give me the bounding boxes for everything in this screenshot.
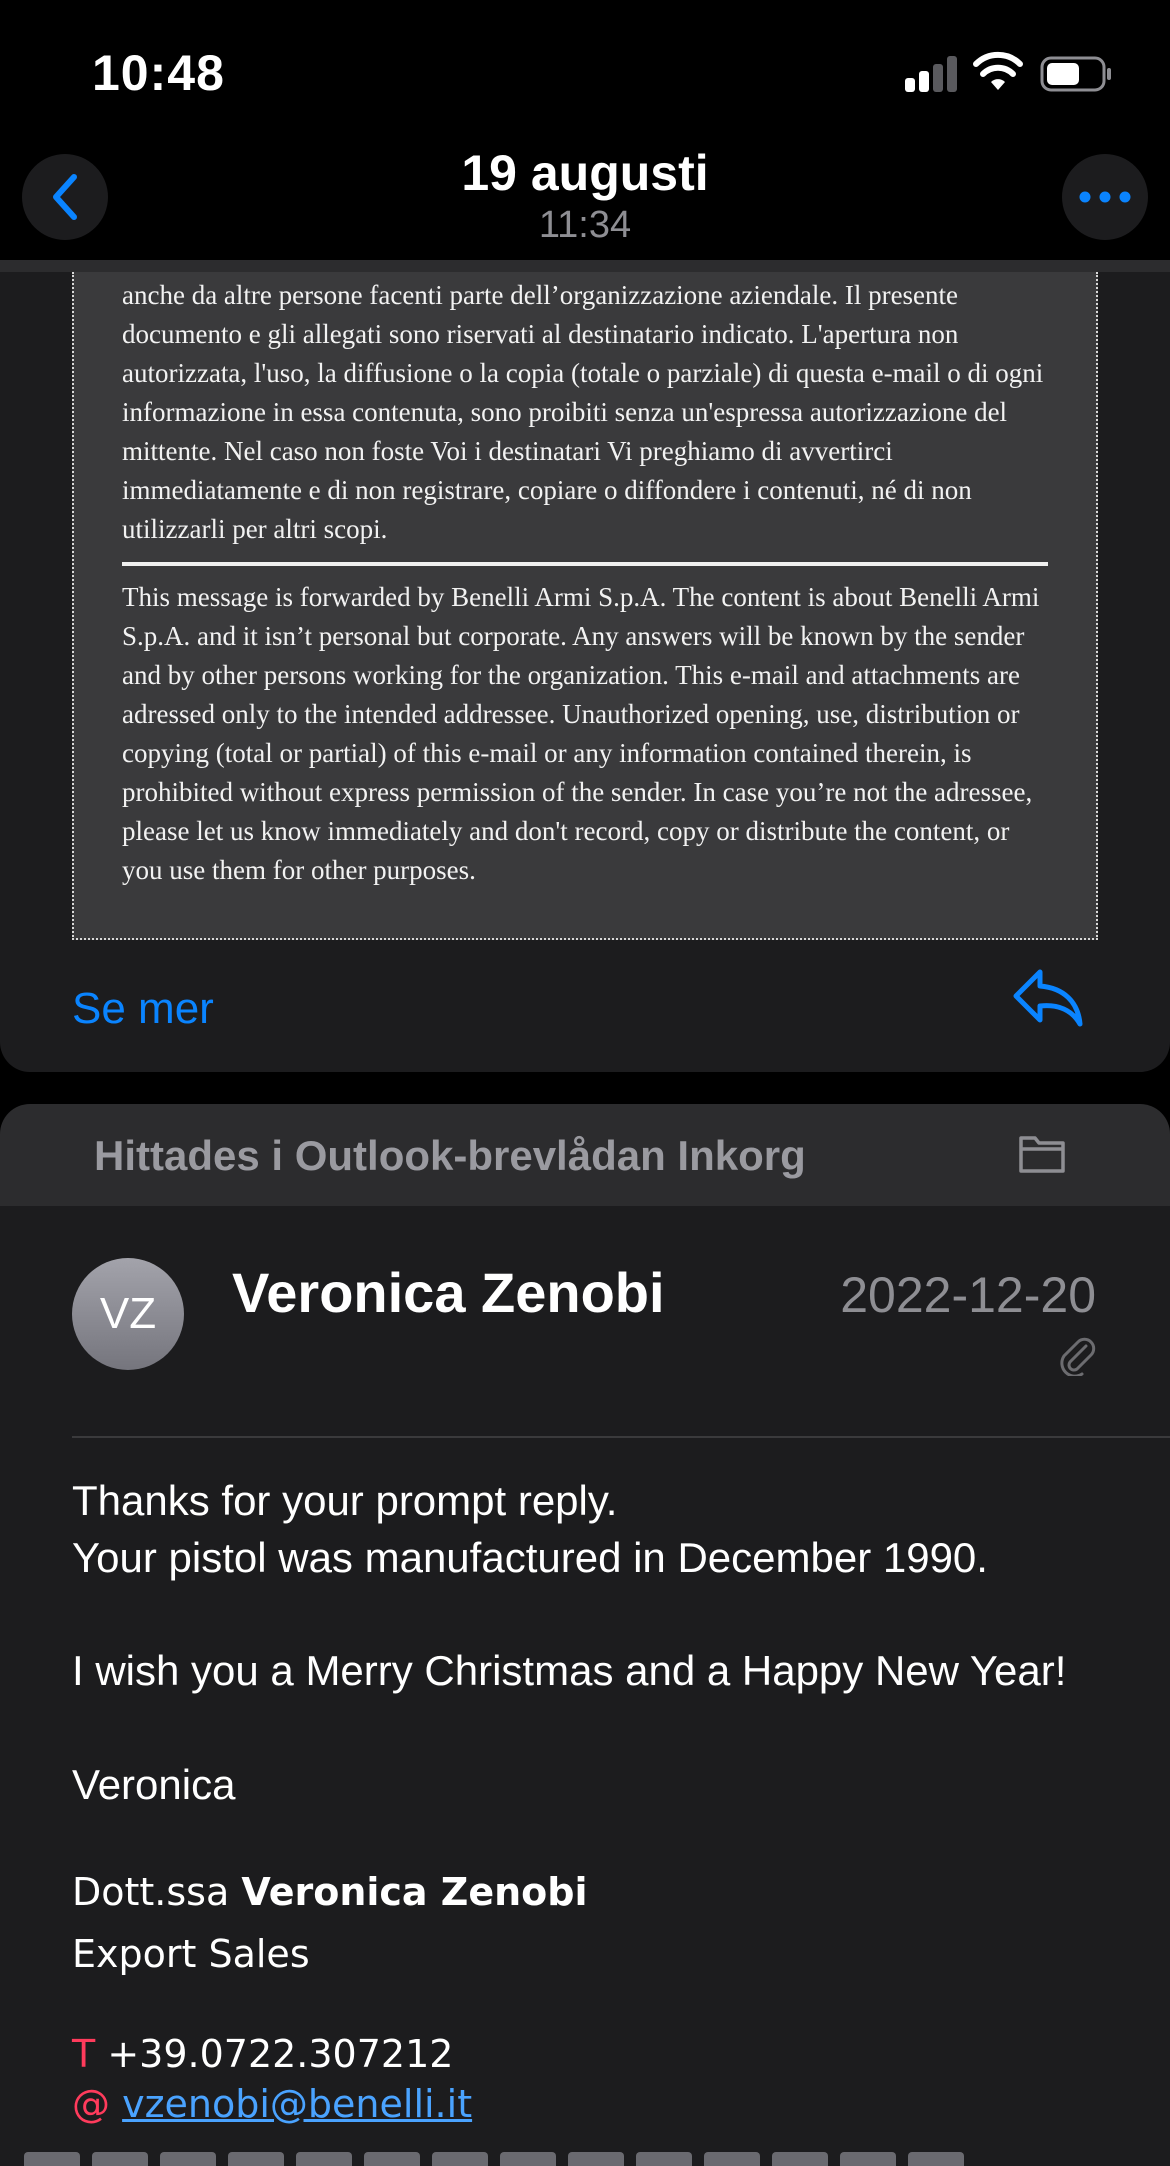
battery-icon — [1040, 56, 1112, 92]
signature-image-strip — [0, 2152, 1170, 2166]
email-label: @ — [72, 2082, 110, 2126]
cellular-signal-icon — [905, 56, 959, 92]
disclaimer-divider — [122, 562, 1048, 566]
found-in-label: Hittades i Outlook-brevlådan Inkorg — [94, 1132, 806, 1179]
wifi-icon — [972, 50, 1024, 92]
signature-role: Export Sales — [72, 1932, 310, 1976]
body-line-4: Veronica — [72, 1761, 236, 1808]
nav-header — [0, 145, 1170, 260]
signature-prefix: Dott.ssa — [72, 1870, 230, 1914]
see-more-link[interactable]: Se mer — [72, 984, 214, 1033]
phone-label: T — [72, 2032, 96, 2076]
status-time: 10:48 — [92, 45, 225, 101]
body-line-2: Your pistol was manufactured in December 1990. — [72, 1534, 988, 1581]
previous-message-card — [0, 272, 1170, 1072]
page-title: 19 augusti — [461, 145, 709, 201]
body-line-3: I wish you a Merry Christmas and a Happy New Year! — [72, 1647, 1067, 1694]
disclaimer-box — [72, 272, 1098, 940]
disclaimer-english: This message is forwarded by Benelli Armi S.p.A. The content is about Benelli Armi S.p.A. and it isn’t personal but corporate. Any answers will be known by the sender and by other persons working for the organization. This e-mail and attachments are adressed only to the intended addressee. Unauthorized opening, use, distribution or copying (total or partial) of this e-mail or any information contained therein, is prohibited without express permission of the sender. In case you’re not the adressee, please let us know immediately and don't record, copy or distribute the content, or you use them for other purposes. — [122, 582, 1040, 885]
found-in-mailbox-bar[interactable] — [0, 1104, 1170, 1206]
nav-divider — [0, 260, 1170, 272]
signature-email-line — [72, 2082, 472, 2126]
signature-phone-line — [72, 2032, 453, 2076]
more-button[interactable] — [1062, 154, 1148, 240]
disclaimer-italian: anche da altre persone facenti parte dell’organizzazione aziendale. Il presente documento e gli allegati sono riservati al destinatario indicato. L'apertura non autorizzata, l'uso, la diffusione o la copia (totale o parziale) di questa e-mail o di ogni informazione in essa contenuta, sono proibiti senza un'espressa autorizzazione del mittente. Nel caso non foste Voi i destinatari Vi preghiamo di avvertirci immediatamente e di non registrare, copiare o diffondere i contenuti, né di non utilizzarli per altri scopi. — [122, 280, 1044, 544]
page-subtitle: 11:34 — [538, 204, 632, 246]
message-date: 2022-12-20 — [840, 1267, 1096, 1323]
avatar-initials: VZ — [99, 1289, 157, 1338]
reply-icon[interactable] — [1010, 966, 1086, 1030]
signature-name-line — [72, 1870, 588, 1914]
signature-name: Veronica Zenobi — [241, 1870, 588, 1914]
header-divider — [72, 1436, 1170, 1438]
sender-name[interactable]: Veronica Zenobi — [232, 1261, 665, 1324]
phone-number[interactable]: +39.0722.307212 — [107, 2032, 454, 2076]
email-link[interactable]: vzenobi@benelli.it — [122, 2082, 473, 2126]
avatar[interactable] — [72, 1258, 184, 1370]
ellipsis-icon — [1079, 191, 1131, 203]
body-line-1: Thanks for your prompt reply. — [72, 1477, 618, 1524]
message-card — [0, 1206, 1170, 2166]
folder-icon — [1018, 1132, 1066, 1174]
status-bar — [0, 0, 1170, 150]
paperclip-icon — [1056, 1332, 1096, 1376]
